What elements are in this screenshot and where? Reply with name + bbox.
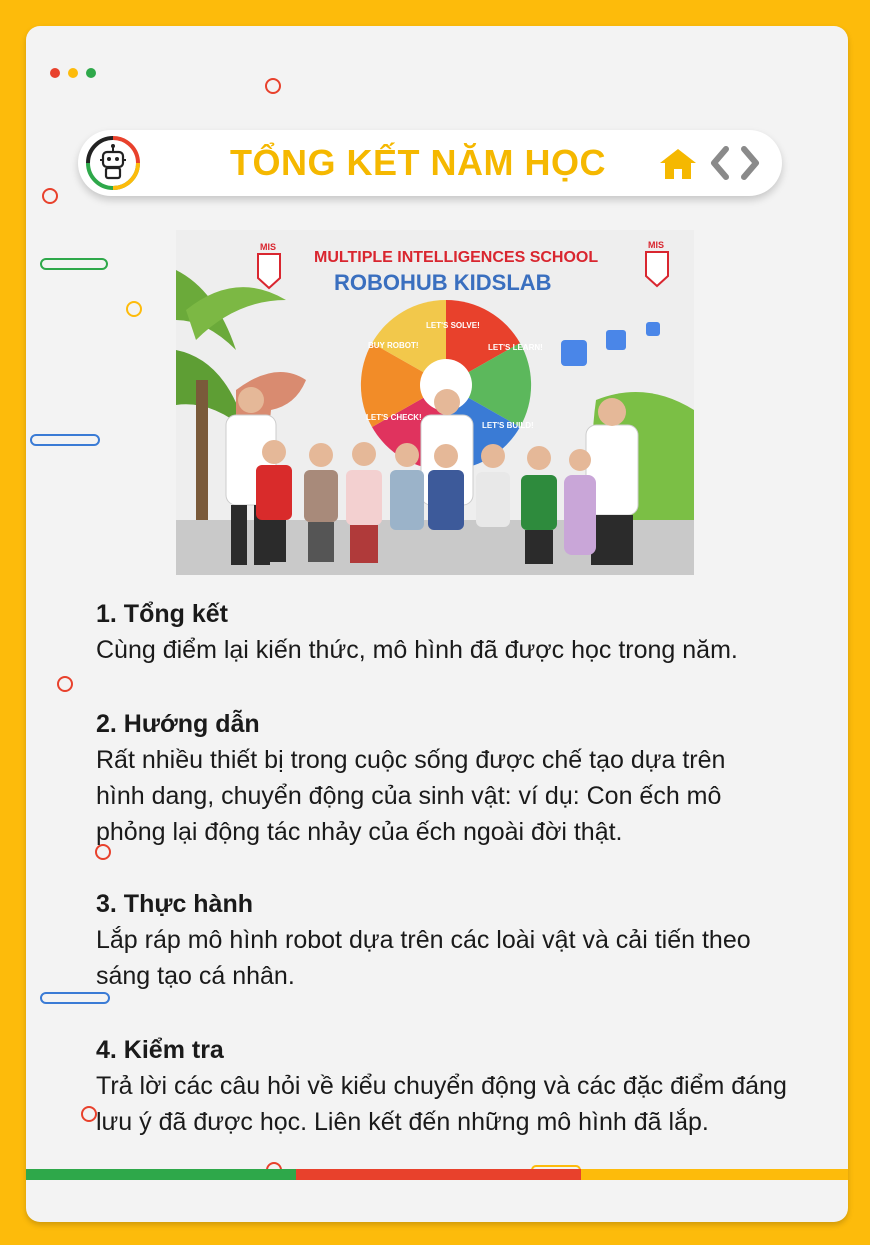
- footer-bar-green: [26, 1169, 296, 1180]
- home-button[interactable]: [658, 147, 698, 181]
- class-photo: [176, 230, 694, 575]
- section-practice: [96, 886, 751, 994]
- footer-bar-yellow: [581, 1169, 848, 1180]
- photo-banner-line2: ROBOHUB KIDSLAB: [334, 270, 552, 295]
- decor-ring: [81, 1106, 97, 1122]
- header-bar: [78, 130, 782, 196]
- photo-illustration: [176, 230, 694, 575]
- photo-badge-left: MIS: [260, 242, 277, 252]
- dot-green: [86, 68, 96, 78]
- wheel-label: LET'S LEARN!: [488, 343, 543, 352]
- robot-icon: [84, 134, 142, 192]
- home-icon: [658, 147, 698, 181]
- wheel-label: LET'S BUILD!: [482, 421, 534, 430]
- page-title: TỔNG KẾT NĂM HỌC: [230, 142, 606, 183]
- section-title: 4. Kiểm tra: [96, 1036, 224, 1064]
- decor-pill: [40, 258, 108, 270]
- next-button[interactable]: [739, 145, 761, 181]
- section-title: 2. Hướng dẫn: [96, 710, 260, 738]
- section-line: lưu ý đã được học. Liên kết đến những mô hình đã lắp.: [96, 1108, 709, 1136]
- decor-ring: [126, 301, 142, 317]
- section-line: sáng tạo cá nhân.: [96, 962, 295, 990]
- robot-logo: [84, 134, 142, 192]
- section-summary: [96, 596, 738, 668]
- dot-yellow: [68, 68, 78, 78]
- wheel-label: LET'S CHECK!: [366, 413, 422, 422]
- wheel-label: BUY ROBOT!: [368, 341, 419, 350]
- decor-ring: [57, 676, 73, 692]
- photo-banner-line1: MULTIPLE INTELLIGENCES SCHOOL: [314, 249, 599, 266]
- window-dots: [50, 68, 96, 78]
- dot-red: [50, 68, 60, 78]
- decor-ring: [42, 188, 58, 204]
- chevron-left-icon: [709, 145, 731, 181]
- section-title: 3. Thực hành: [96, 890, 254, 918]
- section-line: phỏng lại động tác nhảy của ếch ngoài đời thật.: [96, 818, 623, 846]
- decor-ring: [265, 78, 281, 94]
- photo-badge-right: MIS: [648, 240, 665, 250]
- section-guide: [96, 706, 725, 850]
- section-line: Lắp ráp mô hình robot dựa trên các loài vật và cải tiến theo: [96, 926, 751, 954]
- footer-bar-red: [296, 1169, 581, 1180]
- chevron-right-icon: [739, 145, 761, 181]
- prev-button[interactable]: [709, 145, 731, 181]
- section-line: Trả lời các câu hỏi về kiểu chuyển động và các đặc điểm đáng: [96, 1072, 787, 1100]
- section-title: 1. Tổng kết: [96, 600, 228, 628]
- decor-pill: [30, 434, 100, 446]
- wheel-label: LET'S SOLVE!: [426, 321, 480, 330]
- section-line: hình dang, chuyển động của sinh vật: ví dụ: Con ếch mô: [96, 782, 722, 810]
- section-line: Cùng điểm lại kiến thức, mô hình đã được học trong năm.: [96, 636, 738, 664]
- section-check: [96, 1032, 787, 1140]
- section-line: Rất nhiều thiết bị trong cuộc sống được chế tạo dựa trên: [96, 746, 726, 774]
- slide-card: [26, 26, 848, 1222]
